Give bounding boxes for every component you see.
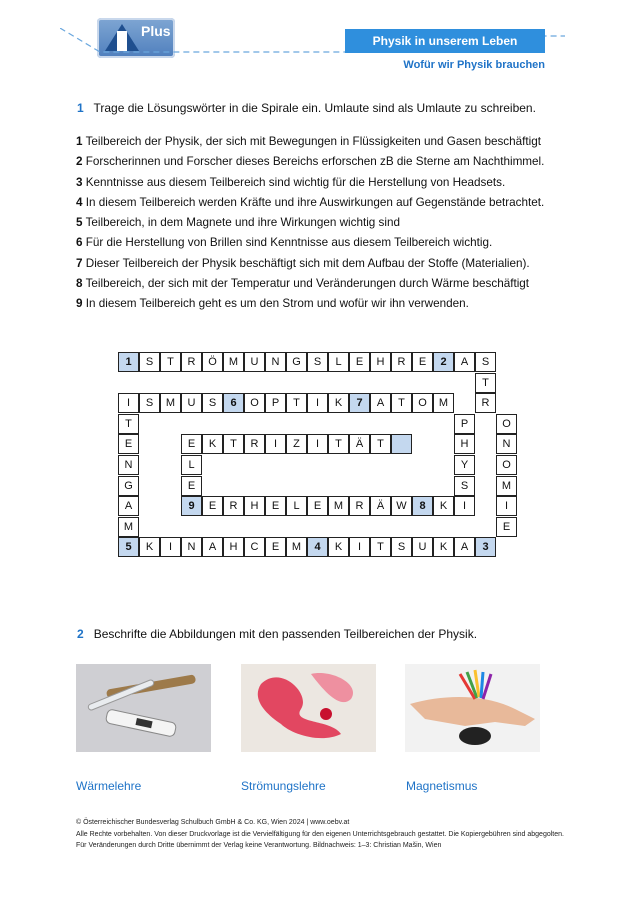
crossword-cell[interactable]: Z [286,434,307,454]
crossword-cell[interactable]: O [496,455,517,475]
page-subtitle: Wofür wir Physik brauchen [403,59,545,71]
crossword-cell[interactable]: T [370,537,391,557]
crossword-cell[interactable]: N [118,455,139,475]
clue-text: Dieser Teilbereich der Physik beschäftigt sich mit dem Aufbau der Stoffe (Materialien). [85,256,530,270]
crossword-cell[interactable]: M [223,352,244,372]
crossword-cell[interactable]: A [454,537,475,557]
crossword-cell[interactable]: T [328,434,349,454]
label-stroemungslehre: Strömungslehre [241,779,326,793]
crossword-cell[interactable]: I [160,537,181,557]
crossword-cell[interactable]: I [349,537,370,557]
crossword-cell[interactable]: R [475,393,496,413]
crossword-cell[interactable]: I [496,496,517,516]
crossword-cell[interactable]: T [391,393,412,413]
crossword-cell[interactable]: M [286,537,307,557]
crossword-cell[interactable]: U [412,537,433,557]
clue-item [76,132,544,152]
crossword-cell[interactable]: N [496,434,517,454]
clue-item [76,274,544,294]
crossword-cell[interactable]: M [433,393,454,413]
crossword-cell[interactable]: T [475,373,496,393]
label-waermelehre: Wärmelehre [76,779,142,793]
crossword-cell[interactable]: Ö [202,352,223,372]
crossword-cell[interactable]: S [391,537,412,557]
crossword-cell[interactable]: P [265,393,286,413]
crossword-cell[interactable]: A [202,537,223,557]
clue-number: 9 [76,297,83,311]
crossword-cell[interactable]: K [328,393,349,413]
task-text: Trage die Lösungswörter in die Spirale ein. Umlaute sind als Umlaute zu schreiben. [93,101,536,115]
task2-instruction [77,627,477,641]
crossword-cell[interactable]: E [496,517,517,537]
crossword-cell[interactable]: S [307,352,328,372]
crossword-spiral [118,352,512,572]
crossword-cell[interactable]: R [349,496,370,516]
crossword-cell[interactable]: O [244,393,265,413]
clue-text: In diesem Teilbereich geht es um den Strom und wofür wir ihn verwenden. [85,297,469,311]
crossword-cell[interactable]: W [391,496,412,516]
clue-number: 8 [76,277,83,291]
crossword-cell[interactable]: I [118,393,139,413]
crossword-cell[interactable]: H [454,434,475,454]
crossword-cell[interactable]: L [328,352,349,372]
task-text: Beschrifte die Abbildungen mit den passenden Teilbereichen der Physik. [93,627,478,641]
crossword-cell[interactable] [391,434,412,454]
crossword-cell[interactable]: E [202,496,223,516]
crossword-cell[interactable]: 5 [118,537,139,557]
crossword-cell[interactable]: U [181,393,202,413]
crossword-cell[interactable]: E [118,434,139,454]
crossword-cell[interactable]: S [202,393,223,413]
crossword-cell[interactable]: 9 [181,496,202,516]
footer-rights: Alle Rechte vorbehalten. Von dieser Druckvorlage ist die Vervielfältigung für den eigenen Unterrichtsgebrauch gestattet. Die Kopiergebühren sind abgegolten. [76,830,564,838]
crossword-cell[interactable]: I [265,434,286,454]
crossword-cell[interactable]: R [223,496,244,516]
crossword-cell[interactable]: R [181,352,202,372]
crossword-cell[interactable]: M [328,496,349,516]
crossword-cell[interactable]: I [307,434,328,454]
logo-text: Plus [141,23,171,39]
clue-text: Teilbereich der Physik, der sich mit Bewegungen in Flüssigkeiten und Gasen beschäftigt [85,135,541,148]
crossword-cell[interactable]: T [223,434,244,454]
crossword-cell[interactable]: 8 [412,496,433,516]
crossword-cell[interactable]: E [181,476,202,496]
crossword-cell[interactable]: 7 [349,393,370,413]
clue-number: 7 [76,256,83,270]
crossword-cell[interactable]: C [244,537,265,557]
clue-item [76,254,544,274]
crossword-cell[interactable]: A [454,352,475,372]
crossword-cell[interactable]: S [454,476,475,496]
crossword-cell[interactable]: G [118,476,139,496]
photo-ink-in-water [241,664,376,752]
crossword-cell[interactable]: T [118,414,139,434]
crossword-cell[interactable]: E [349,352,370,372]
crossword-cell[interactable]: M [118,517,139,537]
crossword-cell[interactable]: T [160,352,181,372]
crossword-cell[interactable]: E [265,496,286,516]
footer-credits: Für Veränderungen durch Dritte übernimmt der Verlag keine Verantwortung. Bildnachweis: 1–3: Christian Mašin, Wien [76,842,442,849]
crossword-cell[interactable]: 3 [475,537,496,557]
crossword-cell[interactable]: E [307,496,328,516]
crossword-cell[interactable]: T [370,434,391,454]
clue-item [76,173,544,193]
crossword-cell[interactable]: E [412,352,433,372]
clue-text: Kenntnisse aus diesem Teilbereich sind wichtig für die Herstellung von Headsets. [85,175,506,189]
crossword-cell[interactable]: R [244,434,265,454]
crossword-cell[interactable]: 2 [433,352,454,372]
crossword-cell[interactable]: M [496,476,517,496]
clue-list [76,132,544,315]
crossword-cell[interactable]: A [118,496,139,516]
clue-number: 2 [76,155,83,169]
clue-number: 3 [76,175,83,189]
task-number: 2 [77,627,84,641]
crossword-cell[interactable]: N [265,352,286,372]
task-number: 1 [77,101,84,115]
clue-item [76,152,544,172]
footer [76,817,564,852]
clue-item [76,233,544,253]
label-magnetismus: Magnetismus [406,779,478,793]
clue-item [76,213,544,233]
crossword-cell[interactable]: 4 [307,537,328,557]
crossword-cell[interactable]: I [454,496,475,516]
crossword-cell[interactable]: E [265,537,286,557]
crossword-cell[interactable]: I [307,393,328,413]
crossword-cell[interactable]: P [454,414,475,434]
crossword-cell[interactable]: A [370,393,391,413]
clue-item [76,193,544,213]
crossword-cell[interactable]: H [223,537,244,557]
crossword-cell[interactable]: L [286,496,307,516]
crossword-cell[interactable]: S [139,393,160,413]
crossword-cell[interactable]: Ä [370,496,391,516]
crossword-cell[interactable]: G [286,352,307,372]
crossword-cell[interactable]: 1 [118,352,139,372]
crossword-cell[interactable]: K [433,537,454,557]
clue-number: 1 [76,135,83,148]
crossword-cell[interactable]: N [181,537,202,557]
crossword-cell[interactable]: S [139,352,160,372]
crossword-cell[interactable]: 6 [223,393,244,413]
crossword-cell[interactable]: Ä [349,434,370,454]
crossword-cell[interactable]: O [496,414,517,434]
task1-instruction [77,101,536,115]
crossword-cell[interactable]: T [286,393,307,413]
crossword-cell[interactable]: K [328,537,349,557]
photo-thermometers [76,664,211,752]
crossword-cell[interactable]: U [244,352,265,372]
clue-text: Teilbereich, der sich mit der Temperatur und Veränderungen durch Wärme beschäftigt [85,277,530,291]
crossword-cell[interactable]: O [412,393,433,413]
page-title: Physik in unserem Leben [345,29,545,53]
clue-text: Forscherinnen und Forscher dieses Bereichs erforschen zB die Sterne am Nachthimmel. [85,155,545,169]
crossword-cell[interactable]: E [181,434,202,454]
clue-number: 6 [76,236,83,250]
crossword-cell[interactable]: H [370,352,391,372]
crossword-cell[interactable]: Y [454,455,475,475]
crossword-cell[interactable]: K [139,537,160,557]
footer-copyright: © Österreichischer Bundesverlag Schulbuch GmbH & Co. KG, Wien 2024 | www.oebv.at [76,819,350,826]
crossword-cell[interactable]: S [475,352,496,372]
crossword-cell[interactable]: H [244,496,265,516]
clue-text: Teilbereich, in dem Magnete und ihre Wirkungen wichtig sind [85,216,400,230]
photo-magnet-paperclips [405,664,540,752]
clue-item [76,294,544,314]
crossword-cell[interactable]: K [202,434,223,454]
clue-text: Für die Herstellung von Brillen sind Kenntnisse aus diesem Teilbereich wichtig. [85,236,493,250]
clue-number: 4 [76,195,83,209]
crossword-cell[interactable]: L [181,455,202,475]
crossword-cell[interactable]: R [391,352,412,372]
clue-text: In diesem Teilbereich werden Kräfte und ihre Auswirkungen auf Gegenstände betrachtet. [85,195,545,209]
crossword-cell[interactable]: M [160,393,181,413]
crossword-cell[interactable]: K [433,496,454,516]
clue-number: 5 [76,216,83,230]
